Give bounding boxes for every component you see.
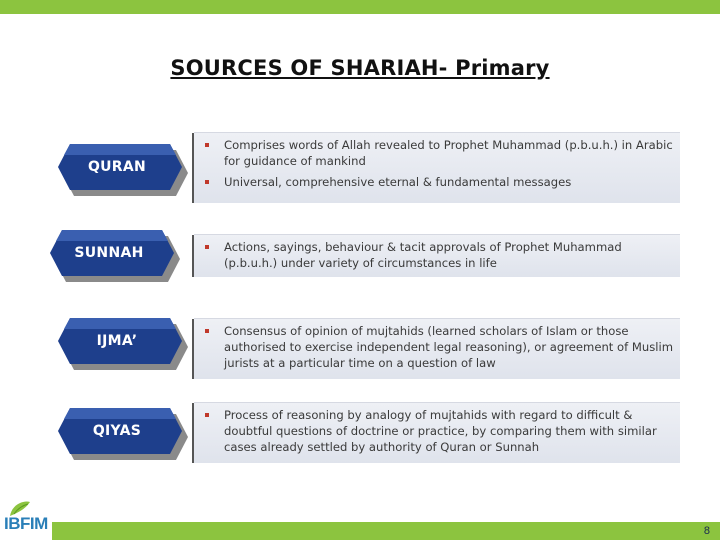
bottom-accent-bar [52, 522, 720, 540]
logo-text: IBFIM [4, 514, 48, 533]
bullet-item: Comprises words of Allah revealed to Prophet Muhammad (p.b.u.h.) in Arabic for guidance of mankind [194, 137, 674, 169]
quran-badge [58, 144, 188, 190]
bullet-item: Universal, comprehensive eternal & fundamental messages [194, 174, 674, 190]
badge-label: QURAN [87, 159, 147, 175]
badge-label: IJMA’ [96, 333, 138, 349]
badge-label: SUNNAH [74, 245, 144, 261]
page-number: 8 [703, 525, 710, 537]
bullet-item: Consensus of opinion of mujtahids (learned scholars of Islam or those authorised to exercise independent legal reasoning), or agreement of Muslim jurists at a particular time on a question of law [194, 323, 674, 371]
sunnah-badge [50, 230, 180, 276]
slide-title: SOURCES OF SHARIAH- Primary [170, 56, 550, 80]
bullet-item: Process of reasoning by analogy of mujtahids with regard to difficult & doubtful questions of doctrine or practice, by comparing them with similar cases already settled by authority of Quran or Sunnah [194, 407, 674, 455]
qiyas-description [194, 402, 680, 463]
sources-figure [24, 118, 684, 486]
top-accent-bar [0, 0, 720, 14]
ijma-badge [58, 318, 188, 364]
bullet-item: Actions, sayings, behaviour & tacit approvals of Prophet Muhammad (p.b.u.h.) under variety of circumstances in life [194, 239, 674, 271]
qiyas-badge [58, 408, 188, 454]
ijma-description [194, 318, 680, 379]
ibfim-logo [4, 500, 50, 540]
sunnah-description [194, 234, 680, 277]
badge-label: QIYAS [92, 423, 142, 439]
quran-description [194, 132, 680, 203]
